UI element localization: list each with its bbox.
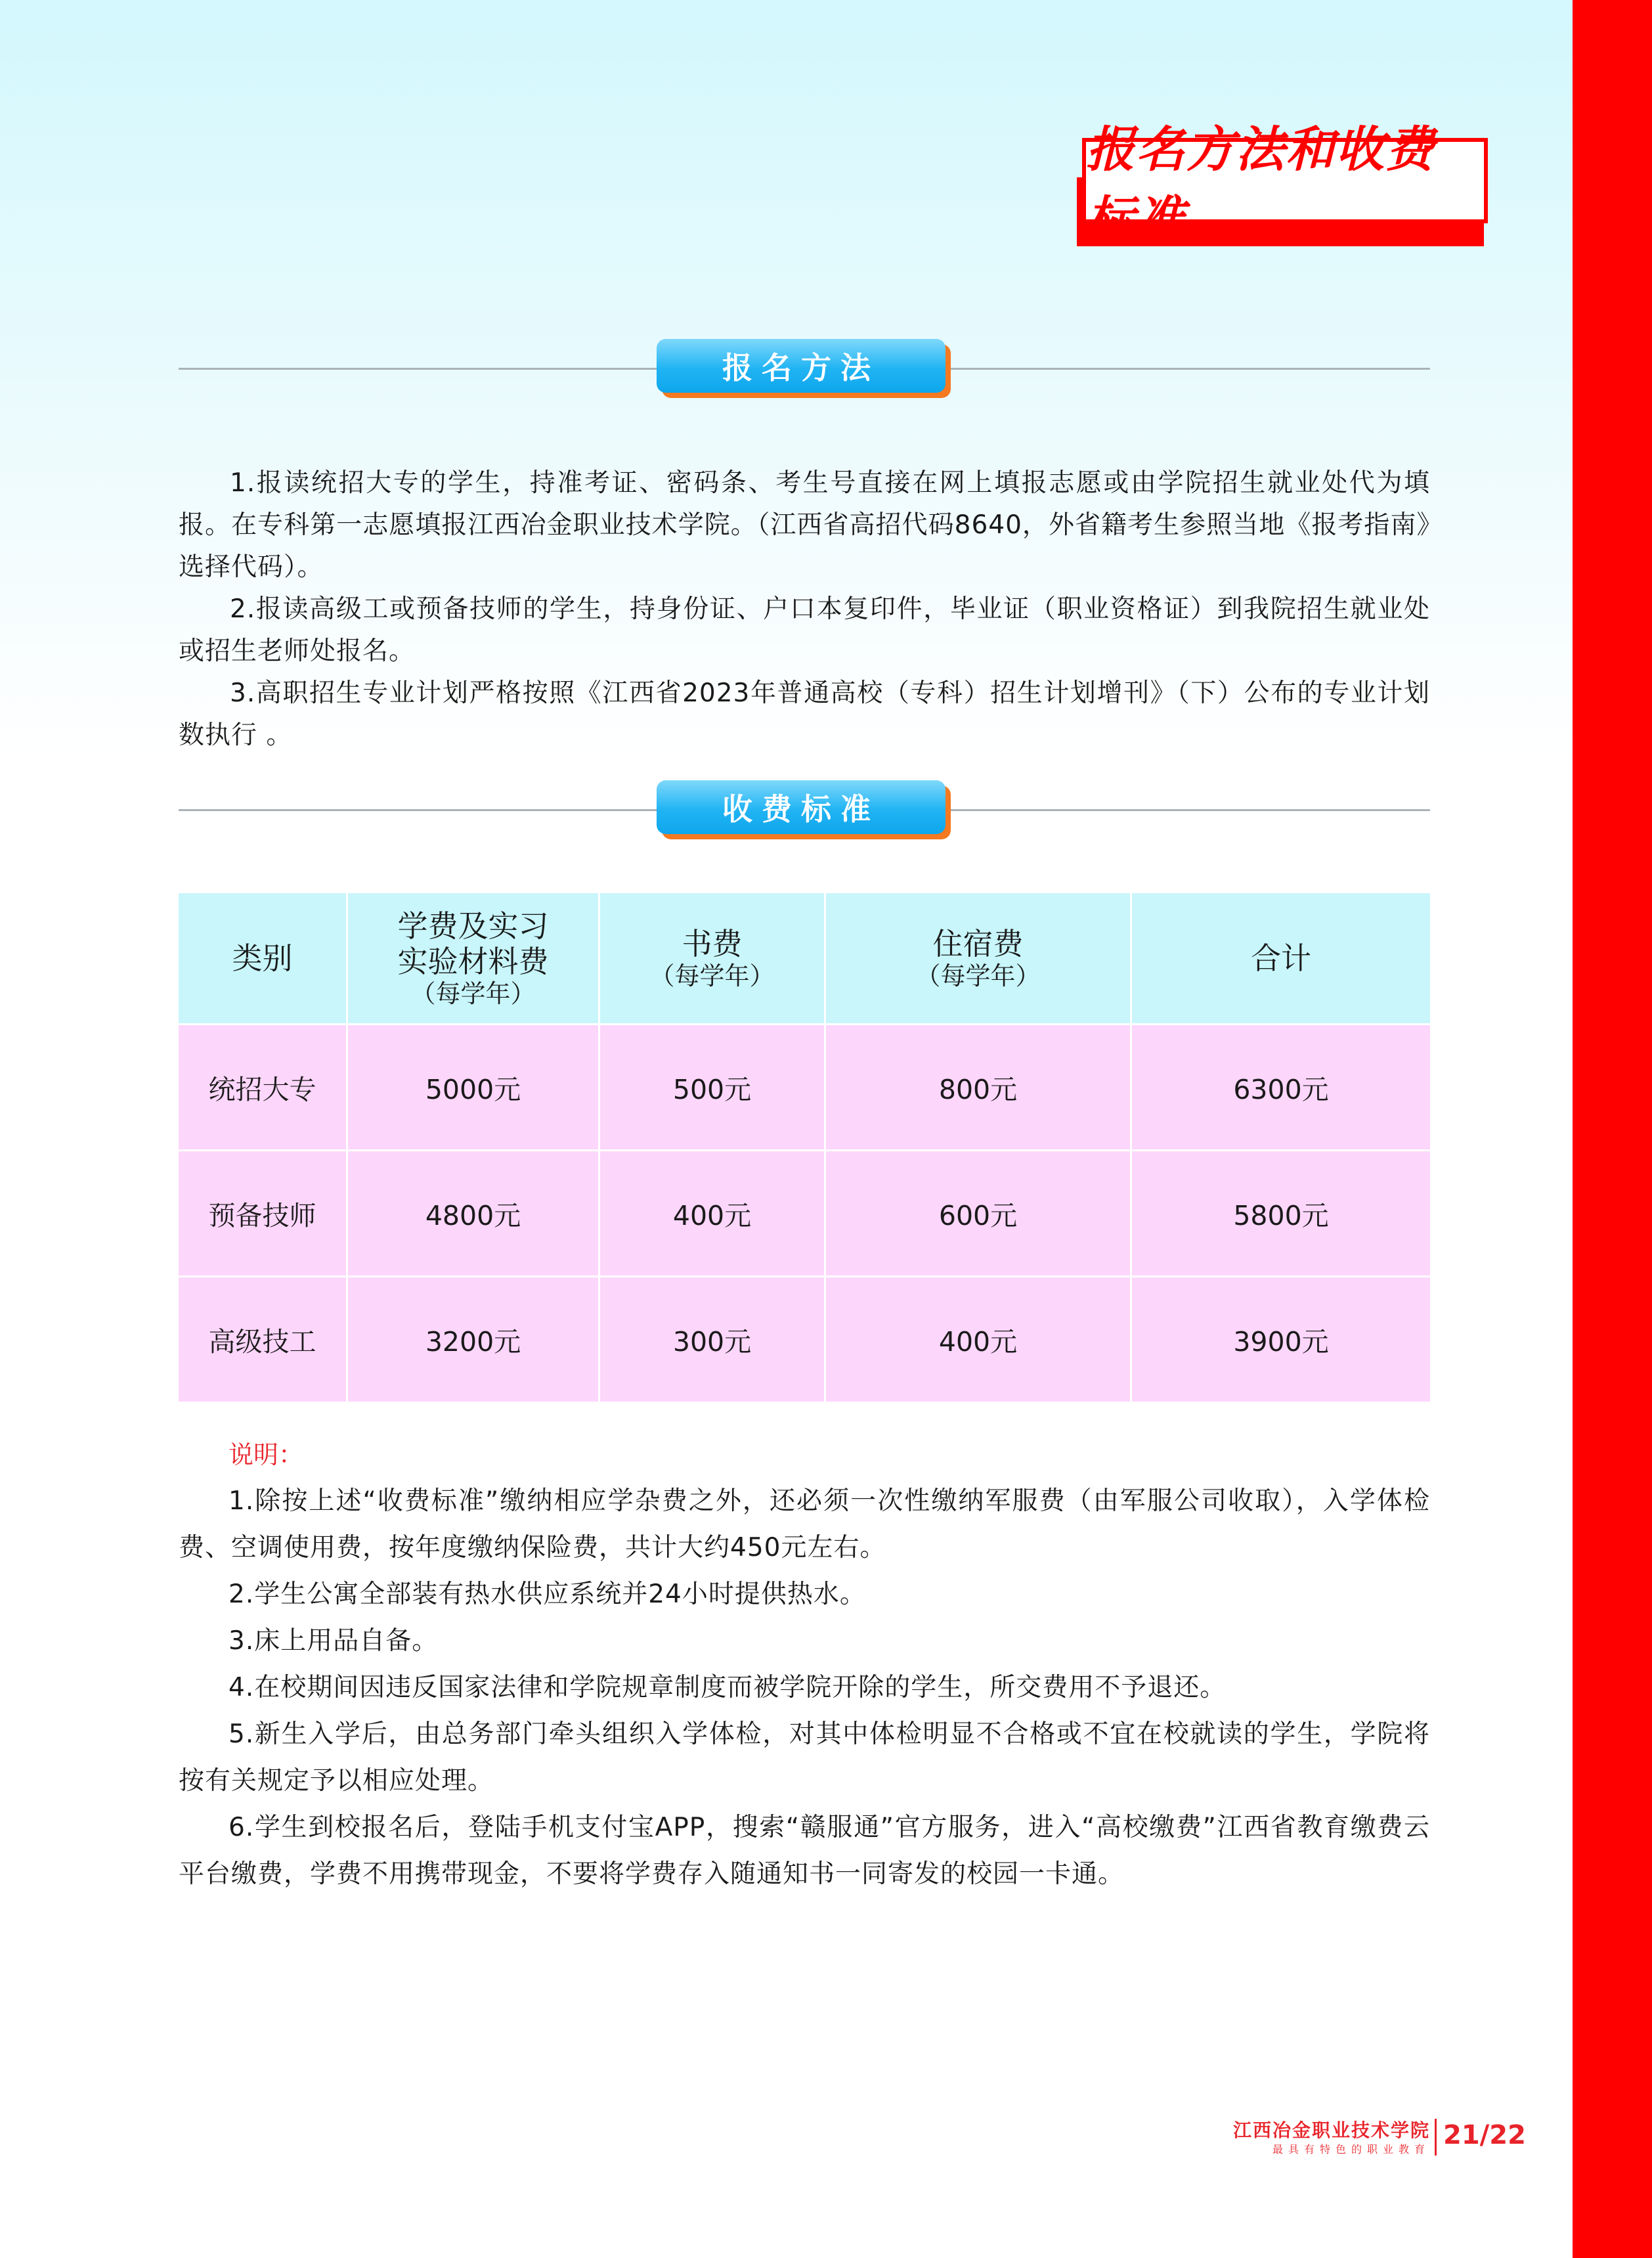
row-tuition: 3200元 [348, 1277, 600, 1402]
footer-school-name: 江西冶金职业技术学院 [1232, 2119, 1430, 2141]
note-item: 4.在校期间因违反国家法律和学院规章制度而被学院开除的学生，所交费用不予退还。 [228, 1673, 1227, 1702]
method-paragraph: 1.报读统招大专的学生，持准考证、密码条、考生号直接在网上填报志愿或由学院招生就业处代为填报。在专科第一志愿填报江西冶金职业技术学院。（江西省高招代码8640，外省籍考生参照当地《报考指南》选择代码）。 [179, 468, 1430, 582]
note-item: 6.学生到校报名后，登陆手机支付宝APP，搜索“赣服通”官方服务，进入“高校缴费”江西省教育缴费云平台缴费，学费不用携带现金，不要将学费存入随通知书一同寄发的校园一卡通。 [179, 1813, 1430, 1889]
fee-section-heading [657, 780, 951, 839]
row-books: 400元 [600, 1151, 826, 1277]
header-tuition [348, 893, 600, 1025]
table-row [179, 1277, 1430, 1402]
header-books-label: 书费 [682, 926, 743, 962]
header-lodging-sub: （每学年） [915, 962, 1041, 990]
row-books: 300元 [600, 1277, 826, 1402]
row-tuition: 4800元 [348, 1151, 600, 1277]
note-item: 3.床上用品自备。 [228, 1626, 439, 1656]
row-category: 预备技师 [179, 1151, 348, 1277]
header-books-sub: （每学年） [649, 962, 775, 990]
row-books: 500元 [600, 1025, 826, 1151]
method-paragraph: 2.报读高级工或预备技师的学生，持身份证、户口本复印件，毕业证（职业资格证）到我院招生就业处或招生老师处报名。 [179, 594, 1430, 666]
notes-label: 说明： [228, 1440, 304, 1469]
header-category-label: 类别 [232, 941, 293, 976]
method-heading-label: 报名方法 [657, 339, 946, 393]
row-category: 高级技工 [179, 1277, 348, 1402]
header-lodging-label: 住宿费 [932, 926, 1024, 962]
row-lodging: 800元 [826, 1025, 1132, 1151]
header-total [1132, 893, 1430, 1025]
table-row [179, 1025, 1430, 1151]
row-tuition: 5000元 [348, 1025, 600, 1151]
page-title-frame [1082, 122, 1488, 248]
header-tuition-line1: 学费及实习 [397, 908, 549, 944]
footer-divider [1435, 2119, 1437, 2156]
header-total-label: 合计 [1251, 941, 1311, 976]
row-lodging: 600元 [826, 1151, 1132, 1277]
header-tuition-line2: 实验材料费 [397, 944, 549, 979]
table-row [179, 1151, 1430, 1277]
page-title: 报名方法和收费标准 [1086, 122, 1435, 248]
right-edge-red-bar [1573, 0, 1652, 2258]
fee-table [179, 893, 1430, 1402]
header-books [600, 893, 826, 1025]
fee-table-header-row [179, 893, 1430, 1025]
note-item: 1.除按上述“收费标准”缴纳相应学杂费之外，还必须一次性缴纳军服费（由军服公司收取），入学体检费、空调使用费，按年度缴纳保险费，共计大约450元左右。 [179, 1486, 1430, 1562]
method-paragraph: 3.高职招生专业计划严格按照《江西省2023年普通高校（专科）招生计划增刊》（下）公布的专业计划数执行 。 [179, 678, 1430, 750]
note-item: 5.新生入学后，由总务部门牵头组织入学体检，对其中体检明显不合格或不宜在校就读的学生，学院将按有关规定予以相应处理。 [179, 1719, 1430, 1796]
row-lodging: 400元 [826, 1277, 1132, 1402]
notes-section [179, 1432, 1430, 1897]
footer-slogan: 最具有特色的职业教育 [1272, 2143, 1430, 2156]
page-title-box [1077, 122, 1504, 248]
row-total: 5800元 [1132, 1151, 1430, 1277]
method-section-heading [657, 339, 951, 398]
page-footer [1221, 2116, 1526, 2158]
fee-heading-label: 收费标准 [657, 780, 946, 834]
note-item: 2.学生公寓全部装有热水供应系统并24小时提供热水。 [228, 1580, 866, 1609]
header-lodging [826, 893, 1132, 1025]
page-number: 21/22 [1443, 2120, 1526, 2150]
row-total: 3900元 [1132, 1277, 1430, 1402]
header-tuition-sub: （每学年） [410, 979, 536, 1008]
method-body [179, 462, 1430, 757]
header-category [179, 893, 348, 1025]
row-total: 6300元 [1132, 1025, 1430, 1151]
row-category: 统招大专 [179, 1025, 348, 1151]
